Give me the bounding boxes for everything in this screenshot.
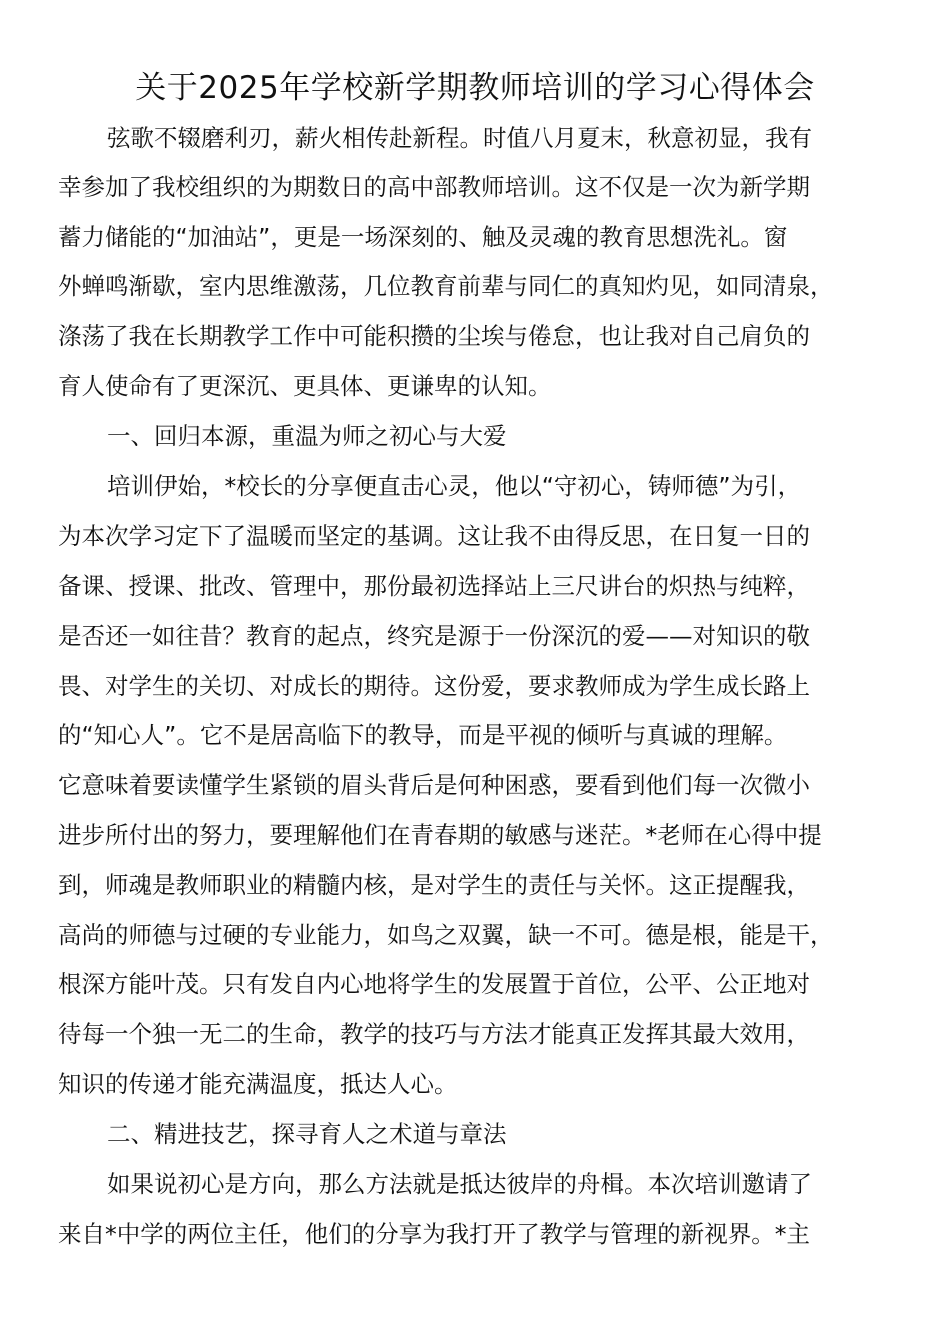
paragraph-line: 涤荡了我在长期教学工作中可能积攒的尘埃与倦怠，也让我对自己肩负的 (58, 322, 810, 350)
paragraph-line: 进步所付出的努力，要理解他们在青春期的敏感与迷茫。*老师在心得中提 (58, 821, 822, 849)
paragraph-line: 外蝉鸣渐歇，室内思维激荡，几位教育前辈与同仁的真知灼见，如同清泉， (58, 272, 834, 300)
paragraph-line: 的“知心人”。它不是居高临下的教导，而是平视的倾听与真诚的理解。 (58, 721, 788, 749)
paragraph-line: 弦歌不辍磨利刃，薪火相传赴新程。时值八月夏末，秋意初显，我有 (107, 124, 812, 152)
paragraph-line: 高尚的师德与过硬的专业能力，如鸟之双翼，缺一不可。德是根，能是干， (58, 921, 834, 949)
paragraph-line: 蓄力储能的“加油站”，更是一场深刻的、触及灵魂的教育思想洗礼。窗 (58, 223, 788, 251)
paragraph-line: 备课、授课、批改、管理中，那份最初选择站上三尺讲台的炽热与纯粹， (58, 572, 810, 600)
document-title: 关于2025年学校新学期教师培训的学习心得体会 (135, 70, 815, 106)
paragraph-line: 待每一个独一无二的生命，教学的技巧与方法才能真正发挥其最大效用， (58, 1020, 810, 1048)
paragraph-line: 到，师魂是教师职业的精髓内核，是对学生的责任与关怀。这正提醒我， (58, 871, 810, 899)
paragraph-line: 培训伊始，*校长的分享便直击心灵，他以“守初心，铸师德”为引， (107, 472, 802, 500)
paragraph-line: 它意味着要读懂学生紧锁的眉头背后是何种困惑，要看到他们每一次微小 (58, 771, 810, 799)
section-heading-1: 一、回归本源，重温为师之初心与大爱 (107, 422, 507, 450)
paragraph-line: 是否还一如往昔？教育的起点，终究是源于一份深沉的爱——对知识的敬 (58, 622, 810, 650)
paragraph-line: 根深方能叶茂。只有发自内心地将学生的发展置于首位，公平、公正地对 (58, 970, 810, 998)
paragraph-line: 幸参加了我校组织的为期数日的高中部教师培训。这不仅是一次为新学期 (58, 173, 810, 201)
paragraph-line: 如果说初心是方向，那么方法就是抵达彼岸的舟楫。本次培训邀请了 (107, 1170, 812, 1198)
paragraph-line: 为本次学习定下了温暖而坚定的基调。这让我不由得反思，在日复一日的 (58, 522, 810, 550)
paragraph-line: 畏、对学生的关切、对成长的期待。这份爱，要求教师成为学生成长路上 (58, 672, 810, 700)
paragraph-line: 来自*中学的两位主任，他们的分享为我打开了教学与管理的新视界。*主 (58, 1220, 810, 1248)
paragraph-line: 知识的传递才能充满温度，抵达人心。 (58, 1070, 458, 1098)
paragraph-line: 育人使命有了更深沉、更具体、更谦卑的认知。 (58, 372, 552, 400)
section-heading-2: 二、精进技艺，探寻育人之术道与章法 (107, 1120, 507, 1148)
